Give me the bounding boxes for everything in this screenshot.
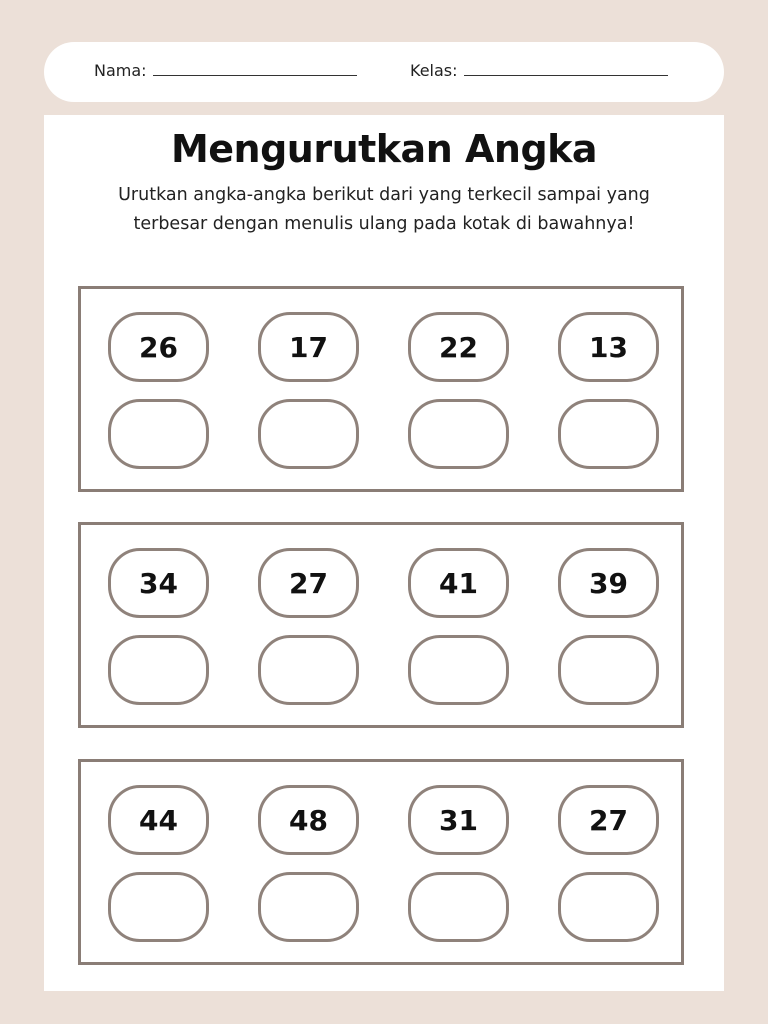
number-box: 27 [258,548,359,618]
class-label: Kelas: [410,61,458,80]
number-box: 26 [108,312,209,382]
number-group-1 [78,286,684,492]
answer-box[interactable] [408,635,509,705]
number-box: 22 [408,312,509,382]
number-box: 44 [108,785,209,855]
number-box: 31 [408,785,509,855]
answer-box[interactable] [258,635,359,705]
student-info-bar [44,42,724,102]
page-title: Mengurutkan Angka [170,127,598,171]
number-box: 39 [558,548,659,618]
name-label: Nama: [94,61,147,80]
instructions: Urutkan angka-angka berikut dari yang terkecil sampai yang terbesar dengan menulis ulang pada kotak di bawahnya! [118,185,650,234]
number-box: 17 [258,312,359,382]
worksheet [44,115,724,991]
answer-box[interactable] [558,872,659,942]
answer-box[interactable] [258,399,359,469]
number-box: 27 [558,785,659,855]
answer-box[interactable] [108,872,209,942]
name-line[interactable] [153,63,357,76]
answer-box[interactable] [408,399,509,469]
answer-box[interactable] [258,872,359,942]
number-box: 34 [108,548,209,618]
class-line[interactable] [464,63,668,76]
number-box: 48 [258,785,359,855]
class-field[interactable] [410,61,668,80]
number-box: 41 [408,548,509,618]
answer-box[interactable] [108,635,209,705]
answer-box[interactable] [558,399,659,469]
answer-box[interactable] [558,635,659,705]
number-group-2 [78,522,684,728]
number-group-3 [78,759,684,965]
answer-box[interactable] [108,399,209,469]
name-field[interactable] [94,61,357,80]
number-box: 13 [558,312,659,382]
answer-box[interactable] [408,872,509,942]
